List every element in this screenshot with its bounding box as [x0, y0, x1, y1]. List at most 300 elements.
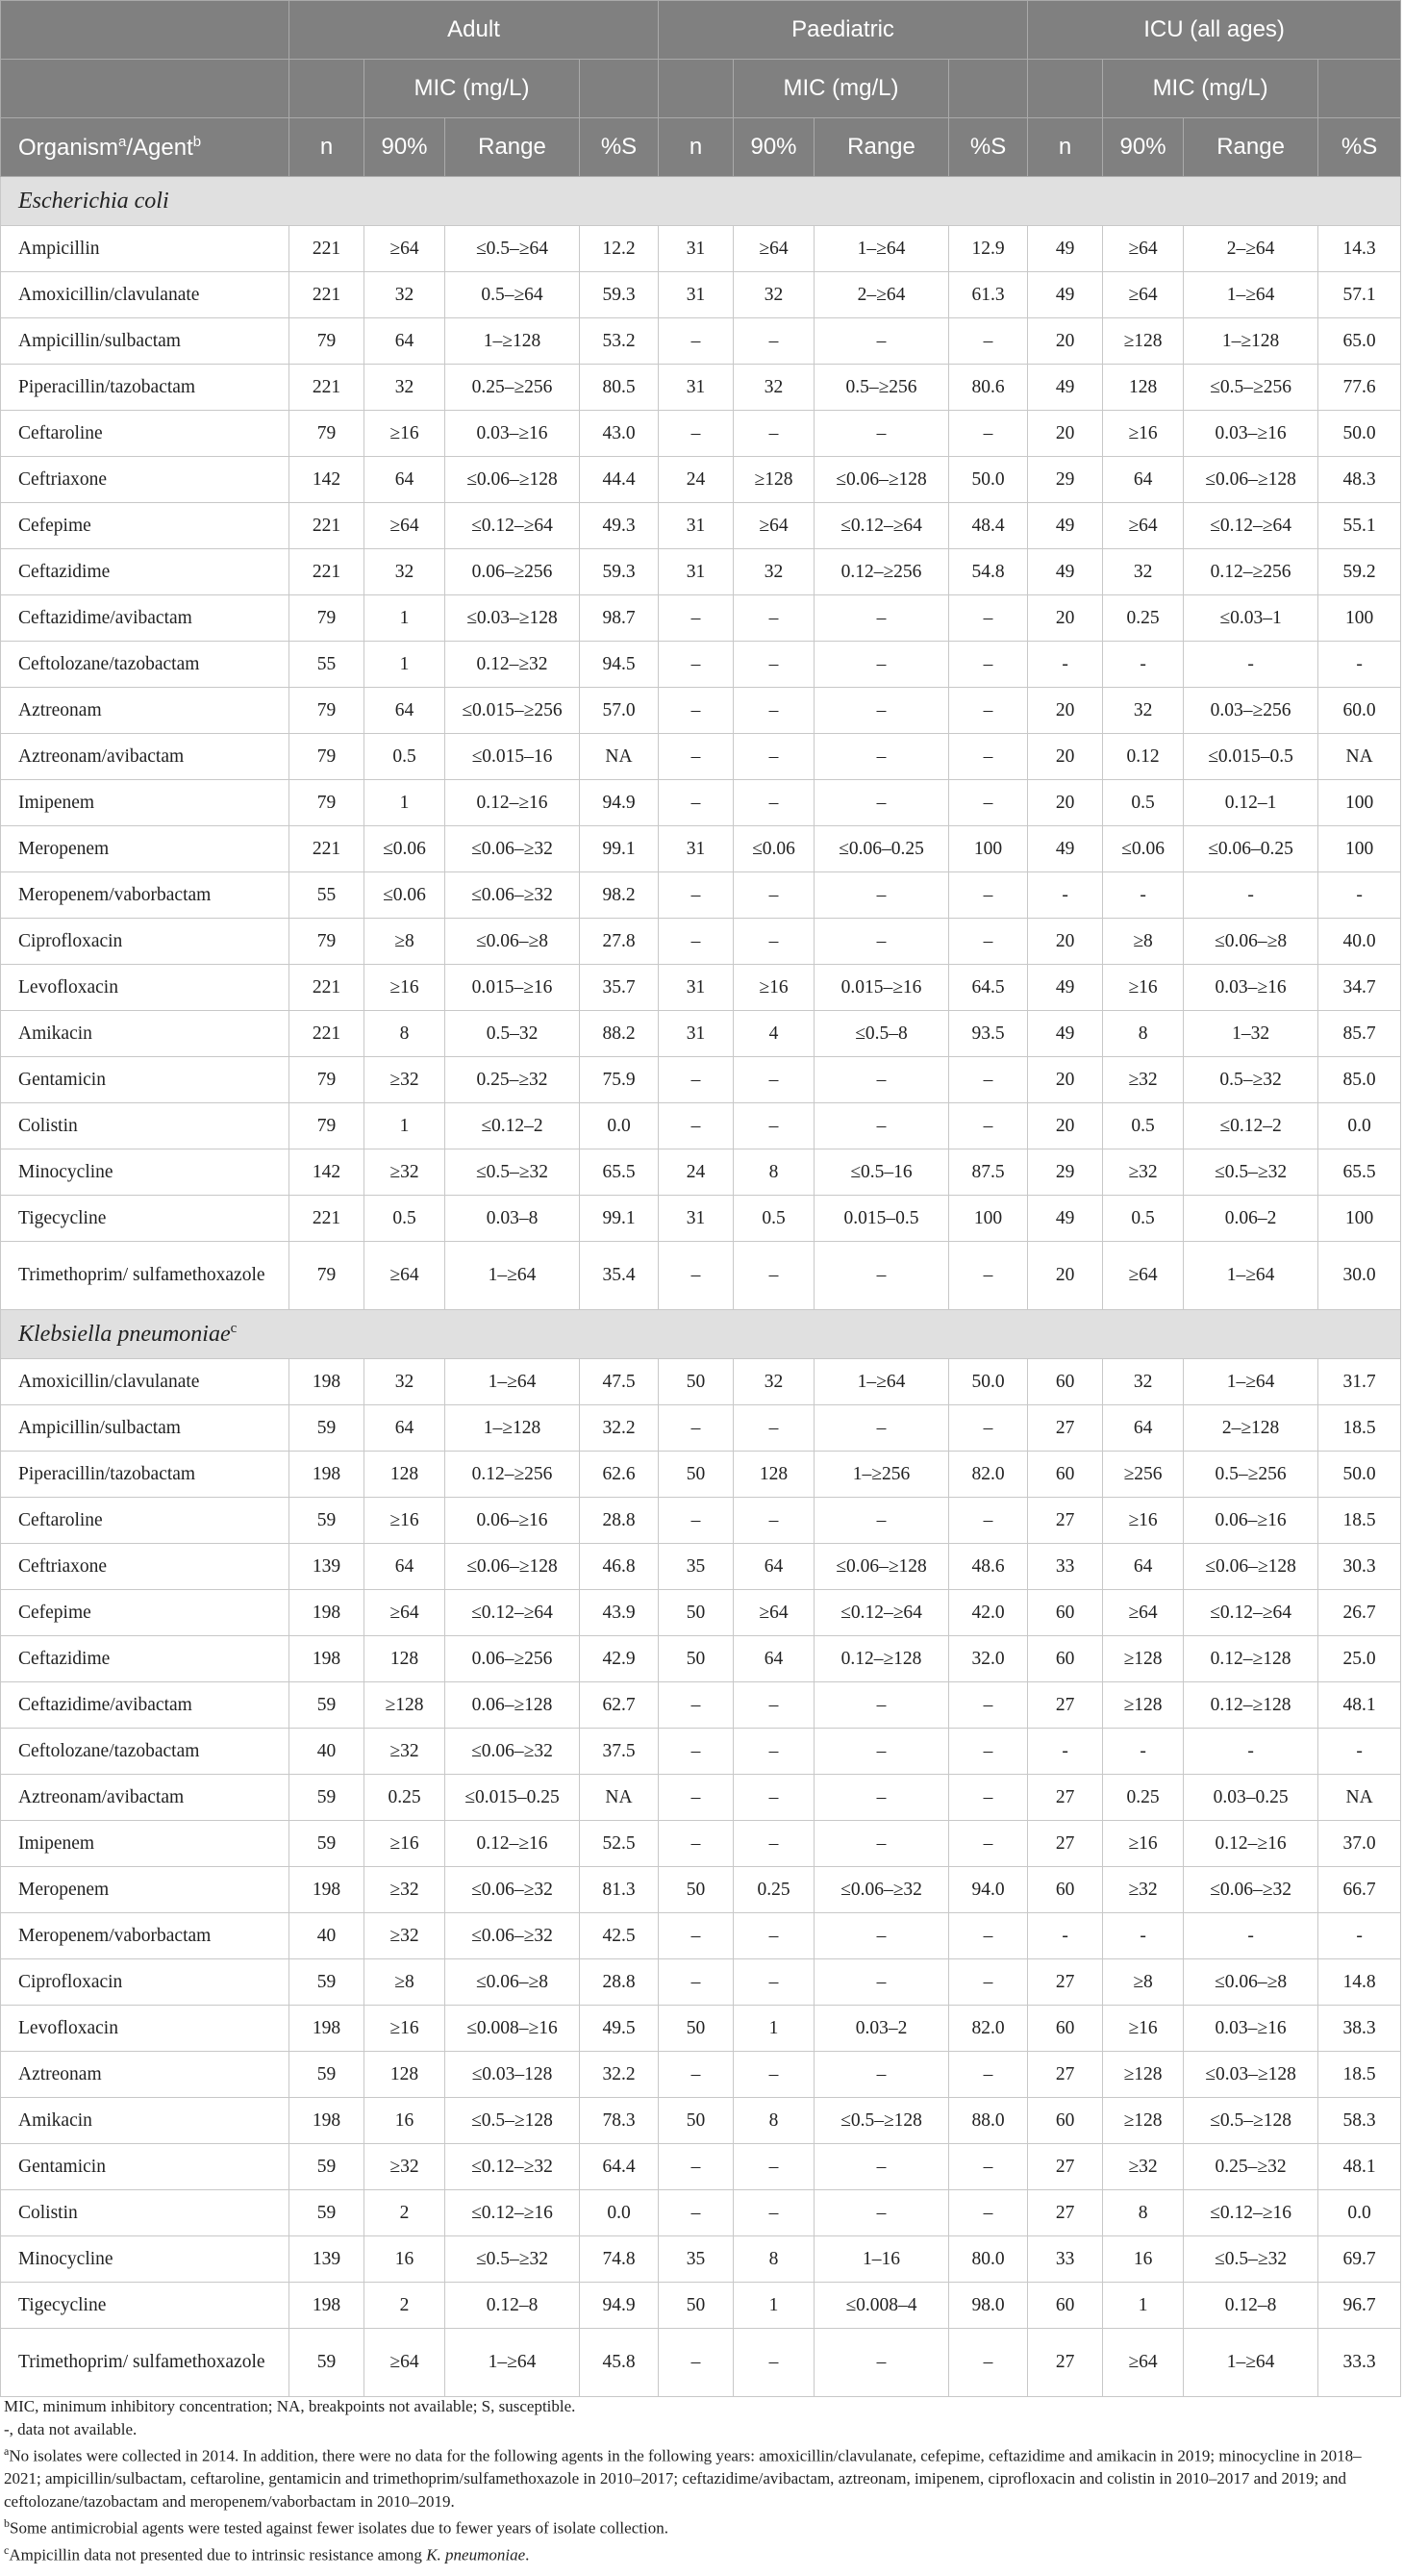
- table-cell: 30.3: [1318, 1544, 1401, 1590]
- table-cell: –: [734, 1057, 815, 1103]
- table-cell: 40: [289, 1913, 364, 1959]
- table-cell: –: [734, 2144, 815, 2190]
- table-cell: 31: [659, 503, 734, 549]
- table-row: [1, 318, 1401, 365]
- table-cell: 198: [289, 1359, 364, 1405]
- table-cell: –: [949, 872, 1028, 919]
- table-cell: 221: [289, 1011, 364, 1057]
- table-cell: -: [1028, 1913, 1103, 1959]
- table-row: [1, 2052, 1401, 2098]
- table-cell: -: [1184, 642, 1318, 688]
- organism-header-label: Organism: [18, 134, 119, 161]
- table-row: [1, 1590, 1401, 1636]
- table-cell: 1–≥128: [1184, 318, 1318, 365]
- table-cell: 35: [659, 2236, 734, 2283]
- table-cell: 198: [289, 1590, 364, 1636]
- table-cell: 94.5: [580, 642, 659, 688]
- agent-name: Aztreonam/avibactam: [1, 1775, 289, 1821]
- table-row: [1, 642, 1401, 688]
- organism-agent-header: [1, 118, 289, 177]
- table-row: [1, 1729, 1401, 1775]
- table-cell: -: [1103, 1913, 1184, 1959]
- table-row: [1, 365, 1401, 411]
- table-cell: 61.3: [949, 272, 1028, 318]
- table-cell: 0.12–≥128: [1184, 1636, 1318, 1682]
- header-row-groups: [1, 1, 1401, 60]
- table-cell: 44.4: [580, 457, 659, 503]
- table-cell: 49: [1028, 1011, 1103, 1057]
- table-cell: ≥64: [734, 1590, 815, 1636]
- table-cell: NA: [1318, 734, 1401, 780]
- header-row-columns: [1, 118, 1401, 177]
- table-cell: ≥64: [364, 1590, 445, 1636]
- table-cell: 29: [1028, 1149, 1103, 1196]
- table-cell: –: [659, 1729, 734, 1775]
- header-blank-cell: [1, 60, 289, 118]
- table-cell: ≤0.5–≥64: [445, 226, 580, 272]
- table-cell: 28.8: [580, 1959, 659, 2006]
- table-cell: 59: [289, 1405, 364, 1452]
- table-cell: 100: [1318, 1196, 1401, 1242]
- table-cell: 35.7: [580, 965, 659, 1011]
- col-s-header: %S: [580, 118, 659, 177]
- table-cell: 34.7: [1318, 965, 1401, 1011]
- table-cell: 0.03–≥256: [1184, 688, 1318, 734]
- table-cell: 59: [289, 1821, 364, 1867]
- table-cell: 1–≥256: [815, 1452, 949, 1498]
- table-cell: 100: [949, 1196, 1028, 1242]
- table-cell: 62.7: [580, 1682, 659, 1729]
- table-cell: ≤0.5–≥128: [1184, 2098, 1318, 2144]
- table-cell: -: [1318, 642, 1401, 688]
- agent-name: Aztreonam: [1, 688, 289, 734]
- table-cell: ≥64: [734, 503, 815, 549]
- table-cell: ≤0.03–128: [445, 2052, 580, 2098]
- table-cell: 80.0: [949, 2236, 1028, 2283]
- table-cell: 1–≥64: [815, 1359, 949, 1405]
- mic-header-paediatric: MIC (mg/L): [734, 60, 949, 118]
- table-cell: 0.5: [1103, 1103, 1184, 1149]
- table-row: [1, 780, 1401, 826]
- table-cell: ≥32: [364, 1913, 445, 1959]
- agent-name: Ceftazidime: [1, 1636, 289, 1682]
- table-cell: 0.25–≥32: [1184, 2144, 1318, 2190]
- table-cell: –: [734, 1959, 815, 2006]
- agent-name: Amikacin: [1, 2098, 289, 2144]
- table-cell: 35: [659, 1544, 734, 1590]
- table-cell: ≤0.015–≥256: [445, 688, 580, 734]
- table-cell: ≥128: [734, 457, 815, 503]
- table-cell: 0.03–≥16: [445, 411, 580, 457]
- table-cell: –: [949, 1729, 1028, 1775]
- table-cell: ≥32: [364, 1149, 445, 1196]
- table-cell: 128: [1103, 365, 1184, 411]
- table-cell: –: [734, 1913, 815, 1959]
- table-cell: 16: [1103, 2236, 1184, 2283]
- table-cell: 59: [289, 2329, 364, 2397]
- table-cell: 50: [659, 1636, 734, 1682]
- table-cell: 59: [289, 1682, 364, 1729]
- table-cell: –: [659, 872, 734, 919]
- agent-name: Ceftaroline: [1, 1498, 289, 1544]
- table-cell: ≤0.015–16: [445, 734, 580, 780]
- table-cell: ≤0.06–≥32: [445, 1867, 580, 1913]
- table-cell: 42.0: [949, 1590, 1028, 1636]
- footnotes: [4, 2395, 1389, 2566]
- table-cell: 50: [659, 2283, 734, 2329]
- table-row: [1, 1196, 1401, 1242]
- agent-name: Cefepime: [1, 503, 289, 549]
- table-cell: 42.5: [580, 1913, 659, 1959]
- table-cell: 0.12–≥128: [1184, 1682, 1318, 1729]
- table-cell: 20: [1028, 411, 1103, 457]
- table-row: [1, 2190, 1401, 2236]
- table-cell: 52.5: [580, 1821, 659, 1867]
- table-cell: 0.25: [734, 1867, 815, 1913]
- header-blank-cell: [580, 60, 659, 118]
- table-cell: ≥16: [1103, 1821, 1184, 1867]
- table-cell: ≤0.015–0.25: [445, 1775, 580, 1821]
- table-cell: –: [734, 1775, 815, 1821]
- table-cell: 94.9: [580, 780, 659, 826]
- table-cell: 50: [659, 1590, 734, 1636]
- table-cell: –: [659, 1775, 734, 1821]
- table-header: [1, 1, 1401, 177]
- col-90-header: 90%: [734, 118, 815, 177]
- table-cell: 49: [1028, 272, 1103, 318]
- table-cell: ≥32: [1103, 1057, 1184, 1103]
- table-cell: ≤0.06–≥32: [445, 826, 580, 872]
- agent-name: Imipenem: [1, 780, 289, 826]
- table-cell: –: [815, 2329, 949, 2397]
- table-row: [1, 1775, 1401, 1821]
- footnote-a-mark: a: [4, 2444, 10, 2458]
- table-cell: 32.2: [580, 2052, 659, 2098]
- table-cell: 49: [1028, 365, 1103, 411]
- table-cell: 2–≥64: [815, 272, 949, 318]
- table-cell: –: [734, 734, 815, 780]
- table-cell: 60: [1028, 1590, 1103, 1636]
- organism-footnote-mark: c: [230, 1321, 238, 1336]
- table-cell: 50.0: [949, 1359, 1028, 1405]
- table-row: [1, 2144, 1401, 2190]
- table-row: [1, 1913, 1401, 1959]
- table-cell: 221: [289, 365, 364, 411]
- table-cell: –: [659, 1103, 734, 1149]
- table-cell: 64: [364, 318, 445, 365]
- table-cell: –: [659, 2329, 734, 2397]
- table-cell: –: [949, 1498, 1028, 1544]
- table-cell: 221: [289, 226, 364, 272]
- organism-name: [1, 177, 1401, 226]
- table-cell: 25.0: [1318, 1636, 1401, 1682]
- table-cell: -: [1184, 872, 1318, 919]
- table-cell: –: [949, 734, 1028, 780]
- table-cell: 8: [734, 2098, 815, 2144]
- table-cell: ≤0.5–≥32: [445, 1149, 580, 1196]
- table-cell: 128: [364, 2052, 445, 2098]
- table-cell: ≤0.06: [364, 872, 445, 919]
- table-cell: –: [734, 1242, 815, 1310]
- table-cell: 0.03–≥16: [1184, 411, 1318, 457]
- table-cell: 31: [659, 826, 734, 872]
- table-cell: –: [659, 1498, 734, 1544]
- table-cell: ≥8: [364, 919, 445, 965]
- table-cell: 50.0: [1318, 411, 1401, 457]
- table-cell: 49: [1028, 965, 1103, 1011]
- table-cell: ≤0.5–≥32: [445, 2236, 580, 2283]
- table-cell: –: [815, 872, 949, 919]
- table-cell: 64: [1103, 1544, 1184, 1590]
- table-cell: –: [815, 1959, 949, 2006]
- table-row: [1, 1149, 1401, 1196]
- table-cell: ≤0.03–≥128: [445, 595, 580, 642]
- table-cell: 128: [734, 1452, 815, 1498]
- footnote-a-text: No isolates were collected in 2014. In addition, there were no data for the following agents in the following years: amoxicillin/clavulanate, cefepime, ceftazidime and amikacin in 2019; minocycline in 2018–2021; ampicillin/sulbactam, ceftaroline, gentamicin and trimethoprim/sulfamethoxazole in 2010–2017; ceftazidime/avibactam, aztreonam, imipenem, ciprofloxacin and colistin in 2010–2017 and 2019; and ceftolozane/tazobactam and meropenem/vaborbactam in 2010–2019.: [4, 2446, 1362, 2511]
- table-cell: -: [1103, 642, 1184, 688]
- table-cell: –: [949, 2144, 1028, 2190]
- table-cell: 8: [364, 1011, 445, 1057]
- table-cell: 64: [734, 1636, 815, 1682]
- table-cell: –: [815, 318, 949, 365]
- organism-name: [1, 1310, 1401, 1359]
- table-cell: ≥64: [1103, 2329, 1184, 2397]
- table-cell: 0.06–≥128: [445, 1682, 580, 1729]
- table-cell: –: [815, 734, 949, 780]
- agent-name: Ciprofloxacin: [1, 919, 289, 965]
- table-cell: 32: [364, 272, 445, 318]
- table-cell: 32.2: [580, 1405, 659, 1452]
- table-cell: 82.0: [949, 1452, 1028, 1498]
- header-blank-cell: [659, 60, 734, 118]
- table-cell: 198: [289, 2283, 364, 2329]
- table-cell: 93.5: [949, 1011, 1028, 1057]
- table-cell: 0.12–1: [1184, 780, 1318, 826]
- table-cell: 32: [734, 1359, 815, 1405]
- table-cell: –: [659, 1821, 734, 1867]
- table-cell: 0.03–≥16: [1184, 965, 1318, 1011]
- table-row: [1, 872, 1401, 919]
- table-cell: 0.25: [364, 1775, 445, 1821]
- table-cell: –: [815, 1498, 949, 1544]
- table-cell: 0.5: [364, 734, 445, 780]
- table-cell: –: [949, 1821, 1028, 1867]
- agent-name: Tigecycline: [1, 1196, 289, 1242]
- table-cell: 58.3: [1318, 2098, 1401, 2144]
- table-cell: 32: [734, 272, 815, 318]
- agent-name: Tigecycline: [1, 2283, 289, 2329]
- table-cell: 54.8: [949, 549, 1028, 595]
- table-cell: 20: [1028, 318, 1103, 365]
- table-cell: 8: [1103, 2190, 1184, 2236]
- table-cell: –: [949, 2190, 1028, 2236]
- table-cell: ≥16: [1103, 1498, 1184, 1544]
- table-cell: 0.015–0.5: [815, 1196, 949, 1242]
- table-cell: ≤0.5–≥256: [1184, 365, 1318, 411]
- table-cell: 55.1: [1318, 503, 1401, 549]
- table-row: [1, 1682, 1401, 1729]
- table-cell: 64: [1103, 457, 1184, 503]
- table-cell: 98.7: [580, 595, 659, 642]
- table-row: [1, 457, 1401, 503]
- table-cell: 0.5: [1103, 780, 1184, 826]
- table-cell: 65.5: [580, 1149, 659, 1196]
- table-row: [1, 1867, 1401, 1913]
- table-cell: 1: [734, 2283, 815, 2329]
- table-cell: –: [659, 1405, 734, 1452]
- footnote-c-text: Ampicillin data not presented due to intrinsic resistance among: [9, 2545, 427, 2564]
- table-cell: 65.5: [1318, 1149, 1401, 1196]
- table-cell: 128: [364, 1636, 445, 1682]
- table-cell: 60: [1028, 1867, 1103, 1913]
- table-cell: 1: [364, 595, 445, 642]
- agent-name: Ceftazidime: [1, 549, 289, 595]
- table-cell: 0.5–≥256: [815, 365, 949, 411]
- table-cell: 60: [1028, 1636, 1103, 1682]
- table-cell: 32: [364, 549, 445, 595]
- table-cell: –: [815, 1242, 949, 1310]
- table-cell: –: [815, 2144, 949, 2190]
- footnote-b-text: Some antimicrobial agents were tested against fewer isolates due to fewer years of isolate collection.: [10, 2518, 668, 2538]
- table-cell: –: [659, 1682, 734, 1729]
- table-cell: ≥16: [364, 2006, 445, 2052]
- table-cell: 31: [659, 226, 734, 272]
- table-row: [1, 1103, 1401, 1149]
- table-cell: 79: [289, 688, 364, 734]
- table-cell: –: [734, 2052, 815, 2098]
- table-cell: 0.12–≥256: [1184, 549, 1318, 595]
- table-cell: 50: [659, 2098, 734, 2144]
- table-cell: 40: [289, 1729, 364, 1775]
- table-cell: ≤0.06–≥8: [1184, 919, 1318, 965]
- table-cell: NA: [1318, 1775, 1401, 1821]
- table-cell: 0.03–8: [445, 1196, 580, 1242]
- table-cell: 29: [1028, 457, 1103, 503]
- table-cell: –: [734, 411, 815, 457]
- table-cell: 48.1: [1318, 2144, 1401, 2190]
- table-cell: –: [815, 1682, 949, 1729]
- table-cell: 98.0: [949, 2283, 1028, 2329]
- footnote-c: [4, 2539, 1389, 2566]
- table-cell: ≤0.12–≥64: [445, 1590, 580, 1636]
- table-cell: ≥64: [1103, 1242, 1184, 1310]
- table-cell: 46.8: [580, 1544, 659, 1590]
- table-cell: –: [659, 734, 734, 780]
- table-cell: –: [815, 1103, 949, 1149]
- table-cell: –: [659, 595, 734, 642]
- table-cell: 18.5: [1318, 1405, 1401, 1452]
- footnote-c-organism: K. pneumoniae: [426, 2545, 526, 2564]
- table-cell: –: [815, 688, 949, 734]
- agent-name: Aztreonam/avibactam: [1, 734, 289, 780]
- agent-name: Ceftaroline: [1, 411, 289, 457]
- table-cell: 198: [289, 2006, 364, 2052]
- table-cell: 2–≥128: [1184, 1405, 1318, 1452]
- table-cell: ≥8: [1103, 1959, 1184, 2006]
- table-cell: 79: [289, 780, 364, 826]
- table-row: [1, 2098, 1401, 2144]
- table-cell: ≤0.06–0.25: [1184, 826, 1318, 872]
- table-cell: 8: [734, 1149, 815, 1196]
- table-cell: –: [734, 1682, 815, 1729]
- table-cell: ≤0.06–≥8: [445, 919, 580, 965]
- table-cell: ≥32: [364, 1729, 445, 1775]
- table-cell: 0.03–≥16: [1184, 2006, 1318, 2052]
- table-cell: 0.12–8: [1184, 2283, 1318, 2329]
- col-range-header: Range: [815, 118, 949, 177]
- table-cell: ≥64: [364, 226, 445, 272]
- table-cell: 31: [659, 549, 734, 595]
- table-cell: ≤0.5–≥128: [815, 2098, 949, 2144]
- table-cell: 27: [1028, 2190, 1103, 2236]
- table-cell: 43.0: [580, 411, 659, 457]
- table-cell: 0.0: [580, 1103, 659, 1149]
- agent-name: Aztreonam: [1, 2052, 289, 2098]
- agent-name: Ceftolozane/tazobactam: [1, 642, 289, 688]
- table-cell: –: [659, 919, 734, 965]
- table-cell: 85.0: [1318, 1057, 1401, 1103]
- agent-name: Meropenem: [1, 1867, 289, 1913]
- table-row: [1, 1636, 1401, 1682]
- table-cell: ≤0.03–1: [1184, 595, 1318, 642]
- agent-name: Ampicillin/sulbactam: [1, 318, 289, 365]
- table-cell: 79: [289, 1057, 364, 1103]
- table-cell: –: [949, 1242, 1028, 1310]
- table-cell: 49: [1028, 826, 1103, 872]
- table-cell: 198: [289, 1636, 364, 1682]
- table-cell: 64: [1103, 1405, 1184, 1452]
- table-cell: 100: [1318, 780, 1401, 826]
- table-cell: 80.6: [949, 365, 1028, 411]
- table-cell: 53.2: [580, 318, 659, 365]
- table-cell: -: [1318, 1729, 1401, 1775]
- table-row: [1, 1359, 1401, 1405]
- table-cell: –: [734, 1405, 815, 1452]
- table-cell: 142: [289, 1149, 364, 1196]
- col-range-header: Range: [445, 118, 580, 177]
- agent-name: Levofloxacin: [1, 965, 289, 1011]
- table-cell: 18.5: [1318, 1498, 1401, 1544]
- table-cell: 221: [289, 503, 364, 549]
- table-cell: 55: [289, 642, 364, 688]
- table-cell: 2: [364, 2190, 445, 2236]
- table-cell: –: [734, 1729, 815, 1775]
- table-row: [1, 919, 1401, 965]
- table-cell: 96.7: [1318, 2283, 1401, 2329]
- table-cell: 50.0: [1318, 1452, 1401, 1498]
- table-cell: 14.3: [1318, 226, 1401, 272]
- table-cell: ≤0.008–≥16: [445, 2006, 580, 2052]
- table-cell: ≤0.12–≥16: [445, 2190, 580, 2236]
- table-row: [1, 2236, 1401, 2283]
- table-cell: -: [1184, 1729, 1318, 1775]
- agent-name: Minocycline: [1, 1149, 289, 1196]
- table-cell: 62.6: [580, 1452, 659, 1498]
- agent-name: Levofloxacin: [1, 2006, 289, 2052]
- table-cell: ≤0.06: [364, 826, 445, 872]
- agent-name: Gentamicin: [1, 2144, 289, 2190]
- table-cell: ≥16: [1103, 411, 1184, 457]
- footnote-c-end: .: [525, 2545, 530, 2564]
- table-cell: ≤0.06–≥128: [1184, 1544, 1318, 1590]
- table-cell: -: [1028, 642, 1103, 688]
- table-cell: 27: [1028, 2144, 1103, 2190]
- table-cell: 31.7: [1318, 1359, 1401, 1405]
- table-cell: 49: [1028, 226, 1103, 272]
- table-cell: 27.8: [580, 919, 659, 965]
- table-cell: ≥32: [364, 2144, 445, 2190]
- table-cell: ≤0.015–0.5: [1184, 734, 1318, 780]
